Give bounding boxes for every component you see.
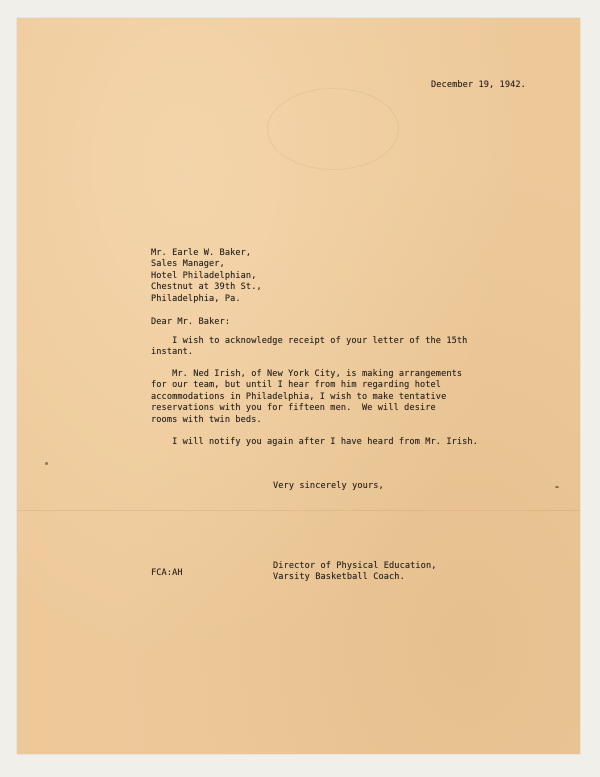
recipient-address (151, 248, 262, 305)
paper-speck (45, 462, 48, 465)
typist-initials: FCA:AH (151, 568, 183, 578)
salutation: Dear Mr. Baker: (151, 317, 231, 327)
address-line: Hotel Philadelphian, (151, 270, 257, 281)
body-line: rooms with twin beds. (151, 414, 262, 425)
body-paragraph-1 (151, 336, 467, 359)
body-line: I will notify you again after I have heard from Mr. Irish. (151, 437, 478, 447)
body-paragraph-3 (151, 437, 478, 448)
body-line: I wish to acknowledge receipt of your letter of the 15th (151, 336, 468, 346)
closing: Very sincerely yours, (273, 481, 384, 491)
title-line: Varsity Basketball Coach. (273, 572, 405, 583)
letterhead-ghost (267, 88, 399, 170)
address-line: Mr. Earle W. Baker, (151, 248, 252, 258)
paper-crease (17, 510, 580, 511)
letter-page (17, 18, 580, 754)
body-line: for our team, but until I hear from him regarding hotel (151, 380, 442, 391)
address-line: Chestnut at 39th St., (151, 282, 262, 293)
address-line: Philadelphia, Pa. (151, 293, 241, 304)
address-line: Sales Manager, (151, 259, 225, 270)
body-line: Mr. Ned Irish, of New York City, is making arrangements (151, 369, 463, 379)
body-paragraph-2 (151, 369, 462, 426)
body-line: instant. (151, 347, 194, 358)
paper-speck (555, 486, 559, 488)
signature-title (273, 561, 437, 584)
body-line: reservations with you for fifteen men. We will desire (151, 403, 436, 414)
body-line: accommodations in Philadelphia, I wish to make tentative (151, 391, 447, 402)
title-line: Director of Physical Education, (273, 561, 437, 571)
letter-date: December 19, 1942. (431, 80, 526, 90)
